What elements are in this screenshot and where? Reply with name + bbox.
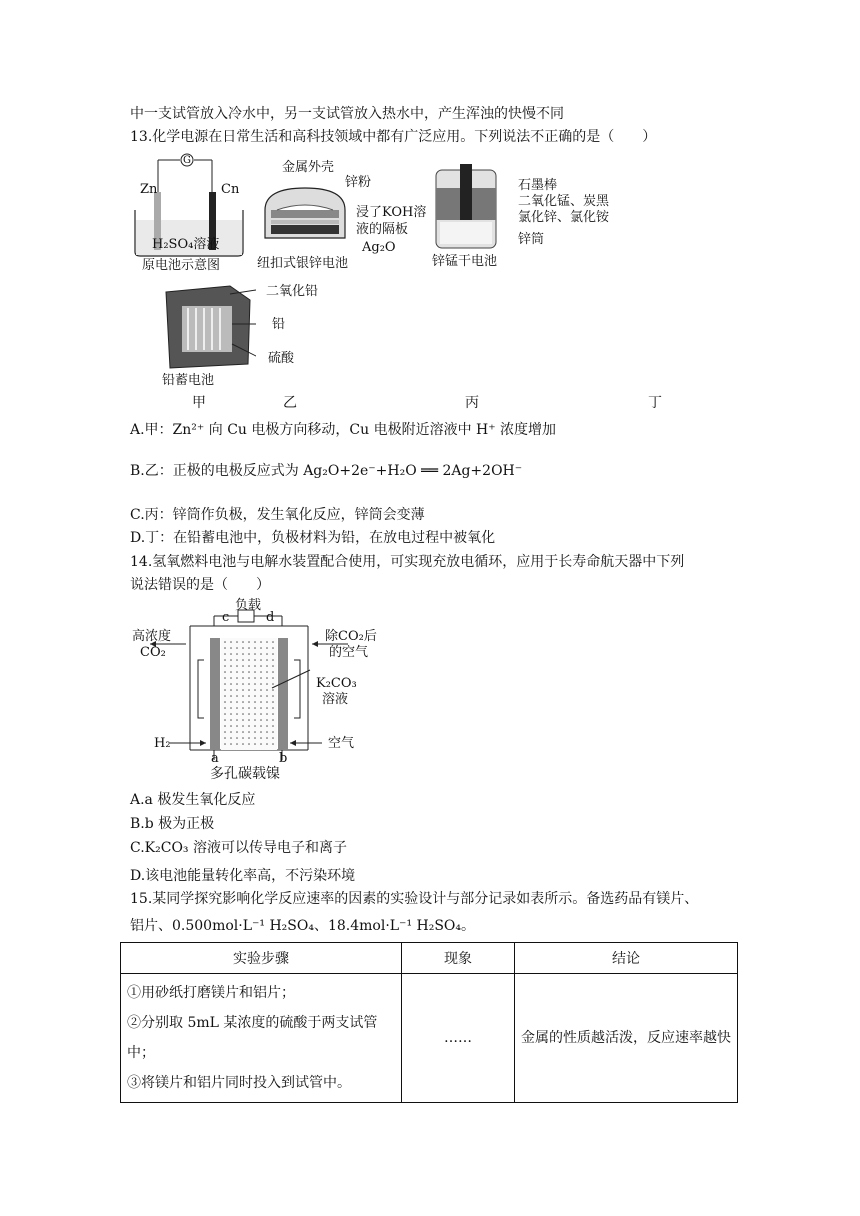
jia-label-solution: H₂SO₄溶液: [152, 237, 220, 252]
step-3: ③将镁片和铝片同时投入到试管中。: [127, 1075, 351, 1091]
fig13-bing-dry-cell: [432, 160, 504, 252]
q13-option-c: C.丙：锌筒作负极，发生氧化反应，锌筒会变薄: [130, 507, 425, 523]
caption-ding: 丁: [648, 395, 662, 411]
q14-stem-2: 说法错误的是（ ）: [130, 577, 270, 593]
ding-label-acid: 硫酸: [268, 351, 295, 366]
caption-jia: 甲: [192, 395, 206, 411]
table-header: 结论: [515, 943, 738, 974]
bing-caption: 锌锰干电池: [432, 254, 498, 269]
fig14-label-clean-air-2: 的空气: [329, 645, 369, 660]
q13-stem: 13.化学电源在日常生活和高科技领域中都有广泛应用。下列说法不正确的是（ ）: [130, 129, 657, 145]
q14-option-a: A.a 极发生氧化反应: [130, 792, 256, 808]
yi-label-ag2o: Ag₂O: [362, 240, 396, 255]
ding-label-pbo2: 二氧化铅: [266, 284, 319, 299]
steps-cell: [121, 974, 402, 1103]
yi-label-shell: 金属外壳: [282, 160, 335, 175]
q15-stem-2: 铝片、0.500mol·L⁻¹ H₂SO₄、18.4mol·L⁻¹ H₂SO₄。: [130, 918, 476, 934]
bing-label-mno2: 二氧化锰、炭黑: [518, 194, 610, 209]
fig14-label-load: 负载: [235, 598, 262, 613]
q14-stem-1: 14.氢氧燃料电池与电解水装置配合使用，可实现充放电循环，应用于长寿命航天器中下列: [130, 554, 685, 570]
yi-caption: 纽扣式银锌电池: [257, 256, 349, 271]
intro-line: 中一支试管放入冷水中，另一支试管放入热水中，产生浑浊的快慢不同: [130, 106, 564, 122]
fig14-fuel-cell-diagram: [130, 598, 390, 788]
fig14-label-high-co2-2: CO₂: [140, 645, 166, 660]
fig14-label-b: b: [279, 751, 288, 766]
caption-bing: 丙: [465, 395, 479, 411]
step-1: ①用砂纸打磨镁片和铝片；: [127, 985, 295, 1001]
table-header: 实验步骤: [121, 943, 402, 974]
fig14-label-h2: H₂: [154, 736, 171, 751]
q14-option-b: B.b 极为正极: [130, 816, 215, 832]
bing-label-zinc-can: 锌筒: [518, 232, 545, 247]
phenomenon-cell: ……: [402, 974, 515, 1103]
fig14-label-k2co3: K₂CO₃: [316, 676, 357, 691]
conclusion-cell: 金属的性质越活泼，反应速率越快: [515, 974, 738, 1103]
fig14-label-a: a: [211, 751, 219, 766]
step-2-cont: 中；: [127, 1045, 155, 1061]
fig13-jia-cell-diagram: [130, 152, 250, 274]
fig14-label-c: c: [222, 610, 230, 625]
yi-label-zinc: 锌粉: [345, 175, 372, 190]
ding-label-pb: 铅: [272, 317, 286, 332]
jia-label-cn: Cn: [221, 182, 240, 197]
jia-label-g: G: [183, 155, 191, 166]
table-header: 现象: [402, 943, 515, 974]
table-header-row: [121, 943, 738, 974]
yi-label-koh2: 液的隔板: [356, 222, 409, 237]
jia-caption: 原电池示意图: [142, 258, 221, 273]
jia-label-zn: Zn: [140, 182, 158, 197]
table-row: [121, 974, 738, 1103]
fig14-label-high-co2-1: 高浓度: [132, 629, 172, 644]
experiment-table: [120, 942, 738, 1103]
fig14-label-air: 空气: [328, 736, 355, 751]
bing-label-zncl: 氯化锌、氯化铵: [518, 210, 610, 225]
fig14-label-d: d: [266, 610, 275, 625]
fig14-label-solution: 溶液: [322, 692, 349, 707]
ding-caption: 铅蓄电池: [162, 373, 215, 388]
caption-yi: 乙: [283, 395, 297, 411]
fig13-ding-lead-battery: [160, 284, 256, 370]
bing-label-graphite: 石墨棒: [518, 178, 558, 193]
q13-option-b: B.乙：正极的电极反应式为 Ag₂O+2e⁻+H₂O ══ 2Ag+2OH⁻: [130, 463, 523, 479]
step-2: ②分别取 5mL 某浓度的硫酸于两支试管: [127, 1015, 378, 1031]
q13-option-a: A.甲：Zn²⁺ 向 Cu 电极方向移动，Cu 电极附近溶液中 H⁺ 浓度增加: [130, 422, 557, 438]
fig13-yi-button-cell: [255, 180, 355, 250]
q15-stem-1: 15.某同学探究影响化学反应速率的因素的实验设计与部分记录如表所示。备选药品有镁片、: [130, 891, 699, 907]
q13-option-d: D.丁：在铅蓄电池中，负极材料为铅，在放电过程中被氧化: [130, 530, 496, 546]
yi-label-koh1: 浸了KOH溶: [356, 205, 427, 220]
q14-option-c: C.K₂CO₃ 溶液可以传导电子和离子: [130, 840, 347, 856]
q14-option-d: D.该电池能量转化率高，不污染环境: [130, 868, 356, 884]
fig14-label-electrode: 多孔碳载镍: [210, 766, 280, 782]
fig14-label-clean-air-1: 除CO₂后: [325, 629, 377, 644]
